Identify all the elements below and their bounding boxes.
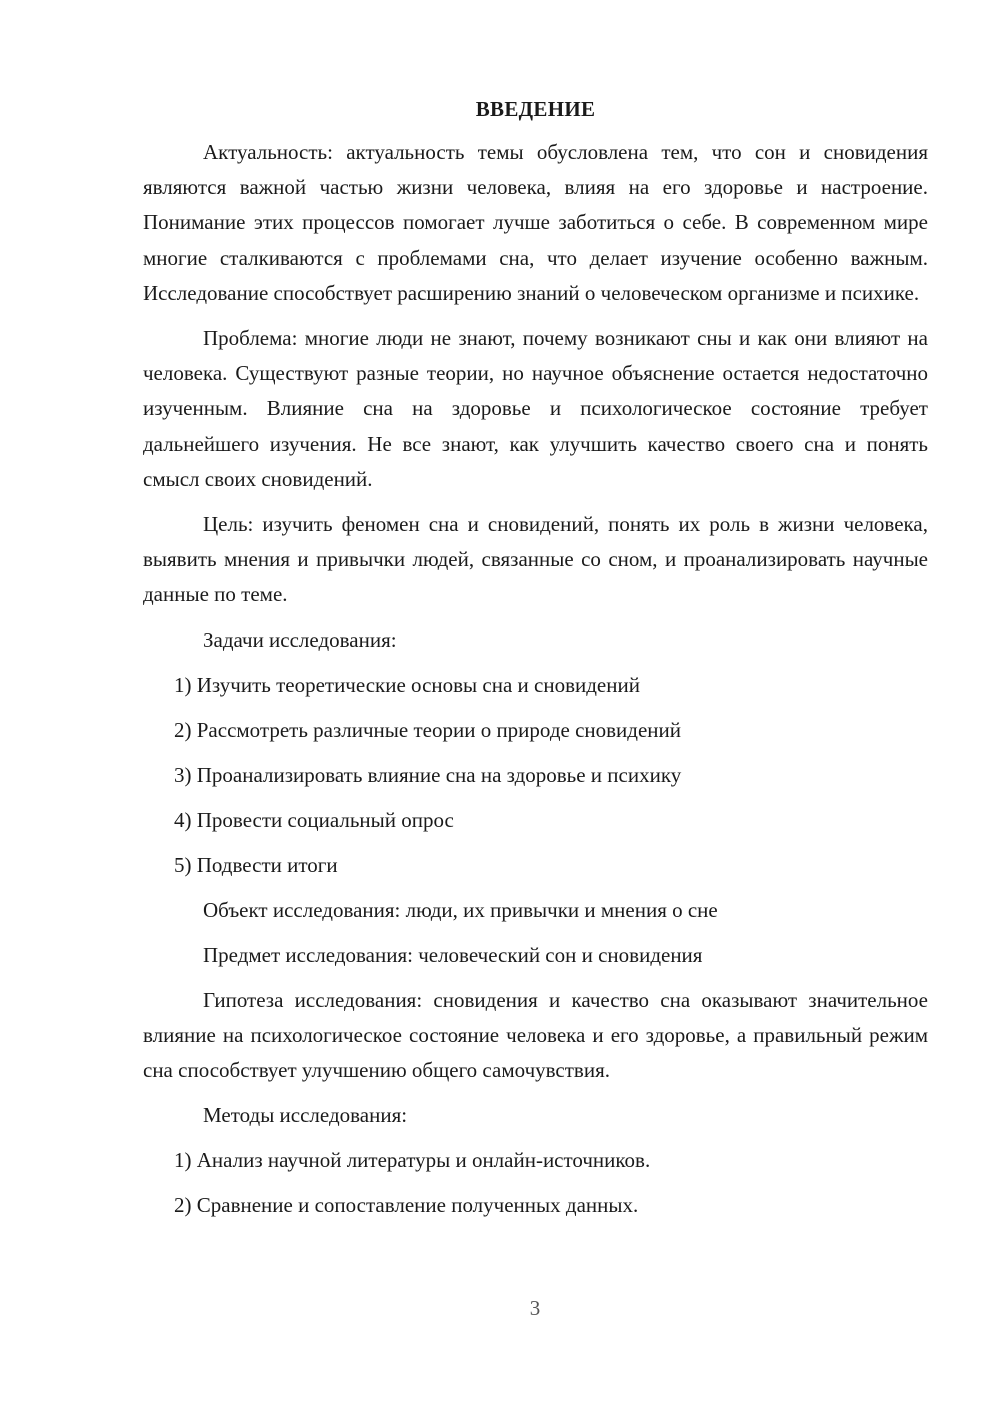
method-item-1: 1) Анализ научной литературы и онлайн-источников. <box>174 1148 651 1173</box>
task-item-4: 4) Провести социальный опрос <box>174 807 454 832</box>
task-item-5: 5) Подвести итоги <box>174 852 338 877</box>
page-number: 3 <box>529 1296 541 1320</box>
tasks-heading: Задачи исследования: <box>203 627 397 652</box>
paragraph-problem: Проблема: многие люди не знают, почему возникают сны и как они влияют на человека. Существуют разные теории, но научное объяснение остается недостаточно изученным. Влияние сна на здоровье и психологическое состояние требует дальнейшего изучения. Не все знают, как улучшить качество своего сна и понять смысл своих сновидений. <box>143 326 928 491</box>
method-item-2: 2) Сравнение и сопоставление полученных данных. <box>174 1193 639 1218</box>
page-title: ВВЕДЕНИЕ <box>475 97 596 121</box>
paragraph-goal: Цель: изучить феномен сна и сновидений, понять их роль в жизни человека, выявить мнения и привычки людей, связанные со сном, и проанализировать научные данные по теме. <box>143 512 928 607</box>
methods-heading: Методы исследования: <box>203 1103 408 1128</box>
research-object: Объект исследования: люди, их привычки и мнения о сне <box>203 897 718 922</box>
task-item-2: 2) Рассмотреть различные теории о природе сновидений <box>174 717 682 742</box>
task-item-1: 1) Изучить теоретические основы сна и сновидений <box>174 672 640 697</box>
paragraph-relevance: Актуальность: актуальность темы обусловлена тем, что сон и сновидения являются важной частью жизни человека, влияя на его здоровье и настроение. Понимание этих процессов помогает лучше заботиться о себе. В современном мире многие сталкиваются с проблемами сна, что делает изучение особенно важным. Исследование способствует расширению знаний о человеческом организме и психике. <box>143 140 928 305</box>
task-item-3: 3) Проанализировать влияние сна на здоровье и психику <box>174 762 682 787</box>
research-subject: Предмет исследования: человеческий сон и сновидения <box>203 942 703 967</box>
paragraph-hypothesis: Гипотеза исследования: сновидения и качество сна оказывают значительное влияние на психологическое состояние человека и его здоровье, а правильный режим сна способствует улучшению общего самочувствия. <box>143 987 928 1083</box>
document-page <box>143 92 928 1233</box>
